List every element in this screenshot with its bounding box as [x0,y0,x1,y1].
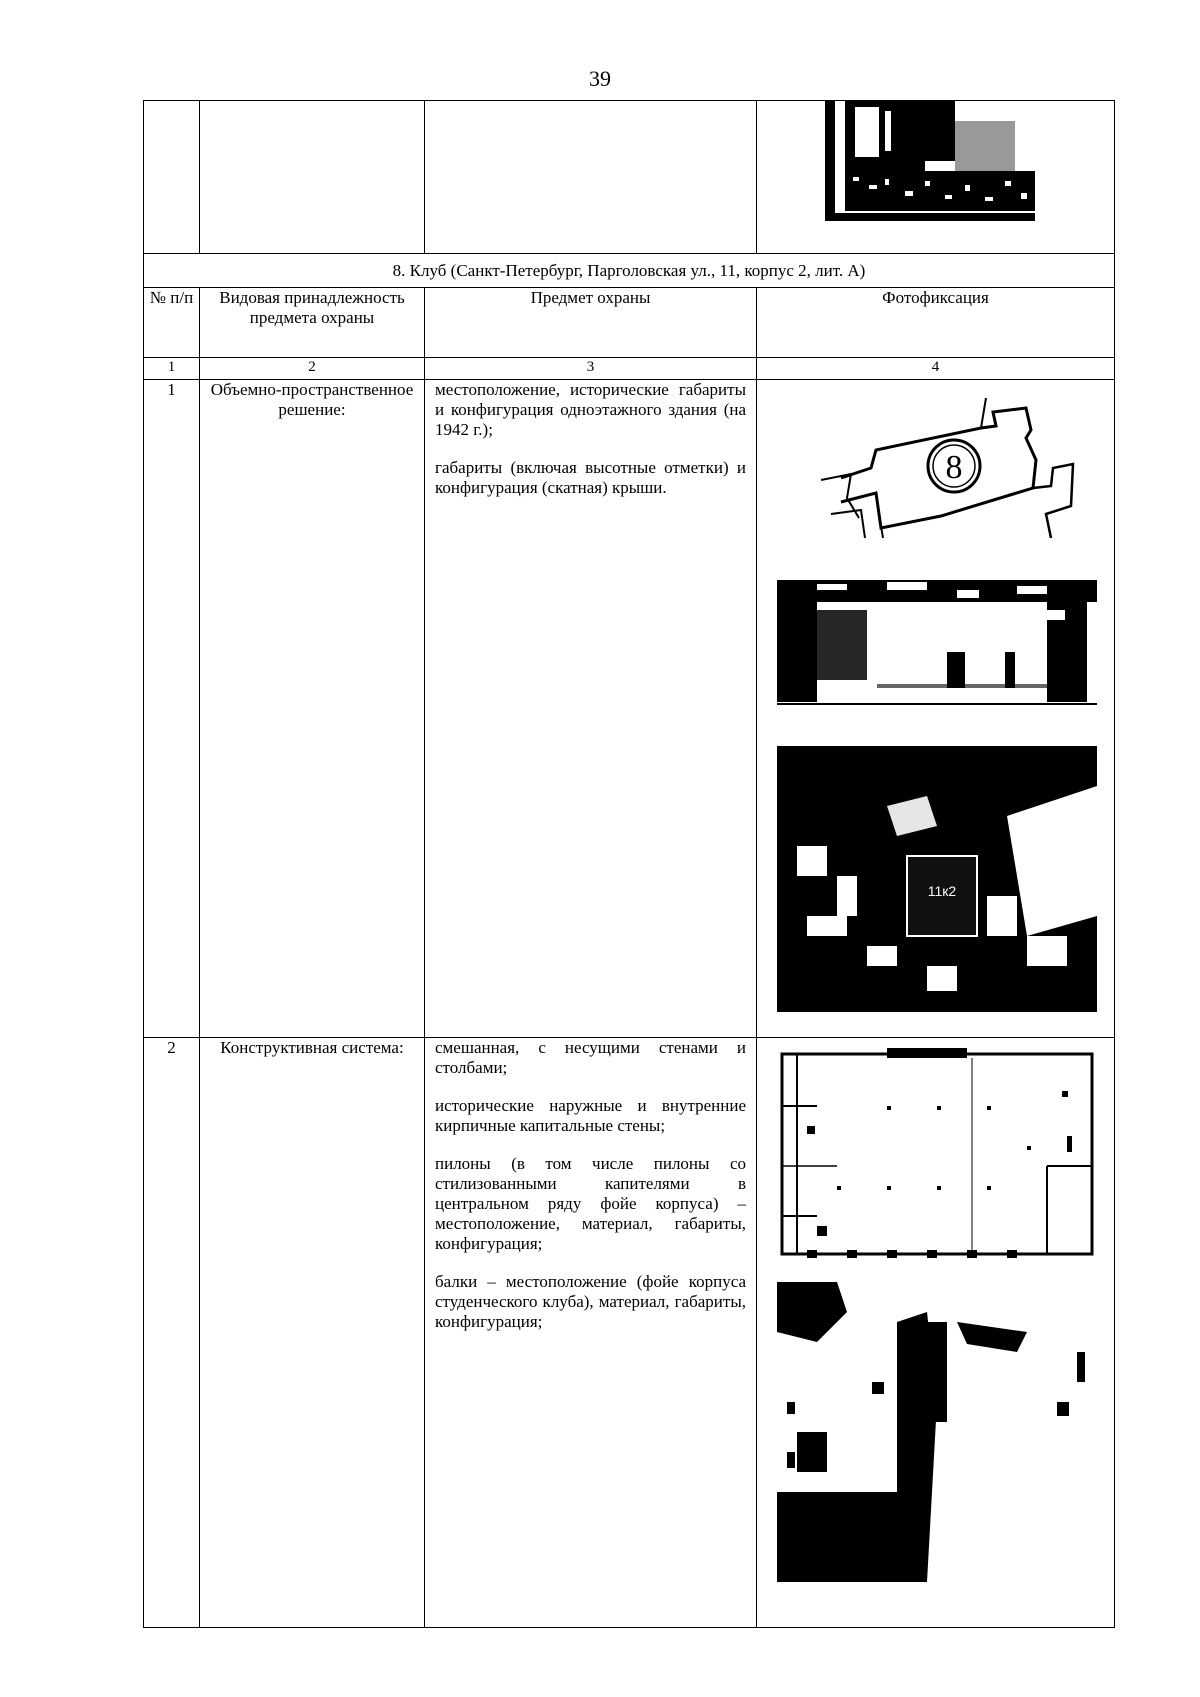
sign-detail-photo [777,746,1097,1012]
row-type: Объемно-пространственное решение: [200,380,425,1038]
column-number-row [144,358,1115,380]
table-row [144,380,1115,1038]
row-type: Конструктивная система: [200,1038,425,1628]
column-number: 2 [200,358,425,380]
subject-item: местоположение, исторические габариты и конфигурация одноэтажного здания (на 1942 г.); [435,380,746,439]
subject-item: балки – местоположение (фойе корпуса студенческого клуба), материал, габариты, конфигурация; [435,1272,746,1331]
row-number: 2 [144,1038,200,1628]
photo-sign-label: 11к2 [927,883,957,899]
column-number: 1 [144,358,200,380]
photo-cell [757,1038,1115,1628]
interior-photo [777,1282,1097,1582]
protection-table [143,100,1115,1628]
subject-item: габариты (включая высотные отметки) и конфигурация (скатная) крыши. [435,458,746,497]
empty-cell [200,101,425,254]
photo-cell [757,380,1115,1038]
subject-item: пилоны (в том числе пилоны со стилизованными капителями в центральном ряду фойе корпуса) – местоположение, материал, габариты, конфигурация; [435,1154,746,1253]
exterior-photo [777,580,1097,710]
page-number: 39 [589,66,611,91]
header-subject: Предмет охраны [425,288,757,358]
section-title: 8. Клуб (Санкт-Петербург, Парголовская ул., 11, корпус 2, лит. А) [144,254,1115,288]
continuation-row [144,101,1115,254]
section-title-row [144,254,1115,288]
row-subject [425,380,757,1038]
header-number: № п/п [144,288,200,358]
column-number: 3 [425,358,757,380]
table-row [144,1038,1115,1628]
building-photo-fragment [825,101,1047,221]
row-number: 1 [144,380,200,1038]
site-plan-image [821,398,1081,538]
row-subject [425,1038,757,1628]
header-photo: Фотофиксация [757,288,1115,358]
photo-cell-continued [757,101,1115,254]
empty-cell [144,101,200,254]
plan-marker: 8 [945,449,963,486]
floor-plan-image [777,1046,1097,1268]
empty-cell [425,101,757,254]
column-number: 4 [757,358,1115,380]
header-type: Видовая принадлежность предмета охраны [200,288,425,358]
subject-item: смешанная, с несущими стенами и столбами; [435,1038,746,1077]
subject-item: исторические наружные и внутренние кирпичные капитальные стены; [435,1096,746,1135]
header-row [144,288,1115,358]
